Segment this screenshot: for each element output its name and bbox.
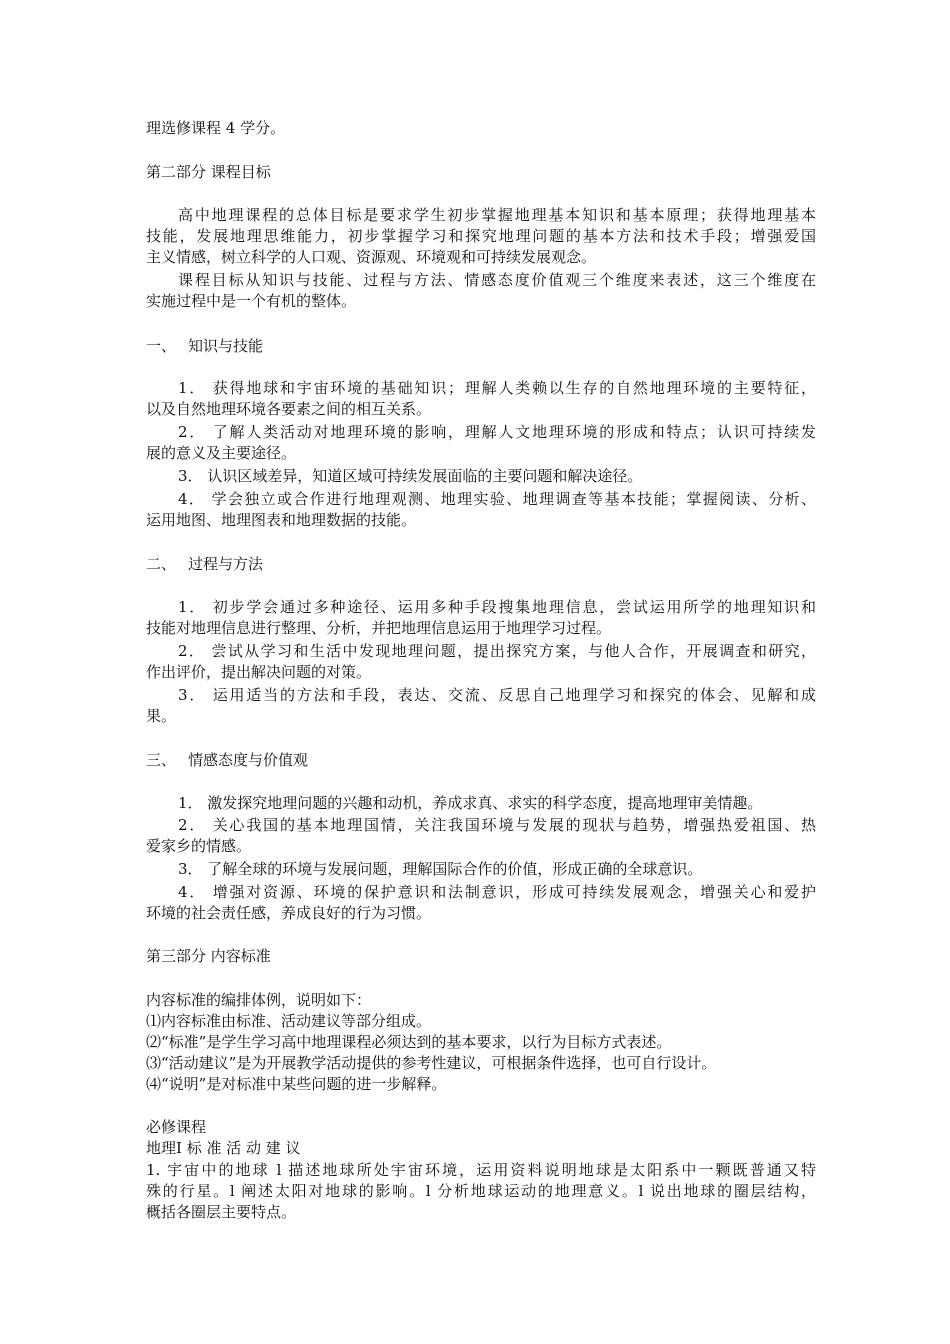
list-item-line: 4． 学会独立或合作进行地理观测、地理实验、地理调查等基本技能；掌握阅读、分析、 <box>178 490 816 508</box>
part2-heading: 第二部分 课程目标 <box>146 163 271 181</box>
goal-para2-line: 课程目标从知识与技能、过程与方法、情感态度价值观三个维度来表述，这三个维度在 <box>178 271 816 289</box>
required-heading: 必修课程 <box>146 1118 207 1136</box>
section-title: 情感态度与价值观 <box>188 751 309 769</box>
list-item-line: 环境的社会责任感，养成良好的行为习惯。 <box>146 904 432 922</box>
list-item-line: 运用地图、地理图表和地理数据的技能。 <box>146 511 417 529</box>
list-item-line: 2． 关心我国的基本地理国情，关注我国环境与发展的现状与趋势，增强热爱祖国、热 <box>178 816 816 834</box>
list-item-line: 技能对地理信息进行整理、分析，并把地理信息运用于地理学习过程。 <box>146 619 612 637</box>
list-item-line: 1． 初步学会通过多种途径、运用多种手段搜集地理信息，尝试运用所学的地理知识和 <box>178 598 816 616</box>
goal-para1-line: 高中地理课程的总体目标是要求学生初步掌握地理基本知识和基本原理；获得地理基本 <box>178 206 816 224</box>
list-item-line: 以及自然地理环境各要素之间的相互关系。 <box>146 400 432 418</box>
list-item-line: 3． 运用适当的方法和手段，表达、交流、反思自己地理学习和探究的体会、见解和成 <box>178 686 816 704</box>
format-item: ⑷“说明”是对标准中某些问题的进一步解释。 <box>146 1075 447 1093</box>
geo1-line: 1. 宇宙中的地球 l 描述地球所处宇宙环境，运用资料说明地球是太阳系中一颗既普通又特 <box>146 1161 816 1179</box>
list-item-line: 4． 增强对资源、环境的保护意识和法制意识，形成可持续发展观念，增强关心和爱护 <box>178 883 816 901</box>
format-item: ⑴内容标准由标准、活动建议等部分组成。 <box>146 1012 432 1030</box>
section-number: 二、 <box>146 555 177 573</box>
list-item-line: 展的意义及主要途径。 <box>146 444 297 462</box>
list-item-line: 2． 尝试从学习和生活中发现地理问题，提出探究方案，与他人合作，开展调查和研究， <box>178 642 816 660</box>
list-item-line: 2． 了解人类活动对地理环境的影响，理解人文地理环境的形成和特点；认识可持续发 <box>178 423 816 441</box>
section-heading-process <box>146 554 816 575</box>
geo1-line: 殊的行星。l 阐述太阳对地球的影响。l 分析地球运动的地理意义。l 说出地球的圈层结构， <box>146 1182 816 1200</box>
section-title: 过程与方法 <box>188 555 264 573</box>
list-item-line: 3． 了解全球的环境与发展问题，理解国际合作的价值，形成正确的全球意识。 <box>178 860 703 878</box>
format-item: ⑶“活动建议”是为开展教学活动提供的参考性建议，可根据条件选择，也可自行设计。 <box>146 1054 717 1072</box>
goal-para2-line: 实施过程中是一个有机的整体。 <box>146 292 357 310</box>
section-title: 知识与技能 <box>188 337 264 355</box>
goal-para1-line: 技能，发展地理思维能力，初步掌握学习和探究地理问题的基本方法和技术手段；增强爱国 <box>146 227 816 245</box>
section-number: 一、 <box>146 337 177 355</box>
list-item-line: 果。 <box>146 707 177 725</box>
goal-para1-line: 主义情感，树立科学的人口观、资源观、环境观和可持续发展观念。 <box>146 248 597 266</box>
list-item-line: 爱家乡的情感。 <box>146 837 252 855</box>
list-item-line: 作出评价，提出解决问题的对策。 <box>146 663 372 681</box>
section-heading-knowledge <box>146 336 816 357</box>
geo1-header: 地理Ⅰ 标 准 活 动 建 议 <box>146 1139 301 1157</box>
intro-tail: 理选修课程 4 学分。 <box>146 119 286 137</box>
part3-heading: 第三部分 内容标准 <box>146 947 271 965</box>
format-intro: 内容标准的编排体例，说明如下： <box>146 991 372 1009</box>
geo1-line: 概括各圈层主要特点。 <box>146 1203 297 1221</box>
section-heading-attitude <box>146 750 816 771</box>
list-item-line: 3． 认识区域差异，知道区域可持续发展面临的主要问题和解决途径。 <box>178 467 643 485</box>
section-number: 三、 <box>146 751 177 769</box>
list-item-line: 1． 激发探究地理问题的兴趣和动机，养成求真、求实的科学态度，提高地理审美情趣。 <box>178 794 763 812</box>
format-item: ⑵“标准”是学生学习高中地理课程必须达到的基本要求，以行为目标方式表述。 <box>146 1033 672 1051</box>
list-item-line: 1． 获得地球和宇宙环境的基础知识；理解人类赖以生存的自然地理环境的主要特征， <box>178 379 816 397</box>
